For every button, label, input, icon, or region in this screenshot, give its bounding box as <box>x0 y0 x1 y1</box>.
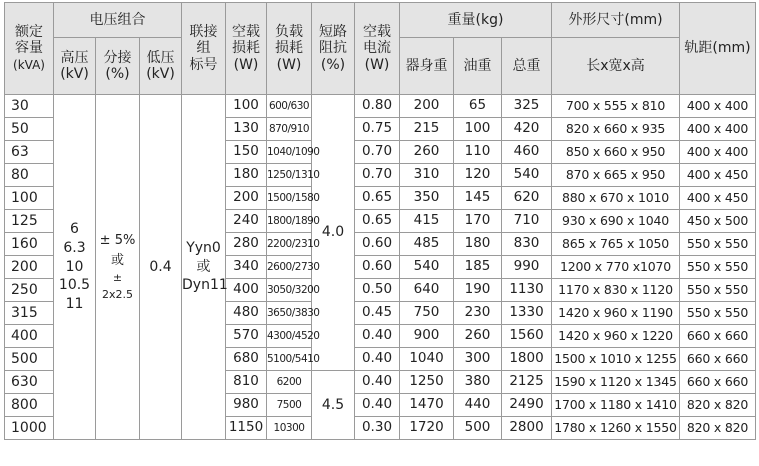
capacity-cell: 160 <box>5 233 54 256</box>
total-weight-cell: 2800 <box>502 417 552 440</box>
total-weight-cell: 460 <box>502 141 552 164</box>
oil-weight-cell: 145 <box>454 187 502 210</box>
load-loss-cell: 2200/2310 <box>267 233 312 256</box>
body-weight-cell: 350 <box>400 187 454 210</box>
total-weight-cell: 540 <box>502 164 552 187</box>
header-rated-capacity: 额定 容量 (kVA) <box>5 3 54 95</box>
body-weight-cell: 1040 <box>400 348 454 371</box>
dimensions-cell: 820 x 660 x 935 <box>552 118 680 141</box>
dimensions-cell: 1590 x 1120 x 1345 <box>552 371 680 394</box>
no-load-current-cell: 0.50 <box>355 279 400 302</box>
capacity-cell: 63 <box>5 141 54 164</box>
header-impedance: 短路 阻抗 (%) <box>312 3 355 95</box>
body-weight-cell: 900 <box>400 325 454 348</box>
no-load-current-cell: 0.70 <box>355 164 400 187</box>
no-load-loss-cell: 480 <box>226 302 267 325</box>
body-weight-cell: 640 <box>400 279 454 302</box>
load-loss-cell: 600/630 <box>267 95 312 118</box>
gauge-cell: 820 x 820 <box>680 417 756 440</box>
no-load-loss-cell: 150 <box>226 141 267 164</box>
header-gauge: 轨距(mm) <box>680 3 756 95</box>
no-load-loss-cell: 240 <box>226 210 267 233</box>
dimensions-cell: 850 x 660 x 950 <box>552 141 680 164</box>
no-load-loss-cell: 810 <box>226 371 267 394</box>
dimensions-cell: 1780 x 1260 x 1550 <box>552 417 680 440</box>
load-loss-cell: 1500/1580 <box>267 187 312 210</box>
dimensions-cell: 1170 x 830 x 1120 <box>552 279 680 302</box>
tap-cell: ± 5% 或 ± 2x2.5 <box>96 95 140 440</box>
no-load-current-cell: 0.30 <box>355 417 400 440</box>
gauge-cell: 400 x 400 <box>680 141 756 164</box>
gauge-cell: 400 x 450 <box>680 164 756 187</box>
no-load-current-cell: 0.70 <box>355 141 400 164</box>
header-lv: 低压 (kV) <box>140 38 182 95</box>
total-weight-cell: 710 <box>502 210 552 233</box>
oil-weight-cell: 380 <box>454 371 502 394</box>
gauge-cell: 820 x 820 <box>680 394 756 417</box>
load-loss-cell: 4300/4520 <box>267 325 312 348</box>
total-weight-cell: 1130 <box>502 279 552 302</box>
total-weight-cell: 620 <box>502 187 552 210</box>
gauge-cell: 660 x 660 <box>680 348 756 371</box>
table-body <box>5 95 756 440</box>
no-load-loss-cell: 180 <box>226 164 267 187</box>
oil-weight-cell: 500 <box>454 417 502 440</box>
oil-weight-cell: 440 <box>454 394 502 417</box>
no-load-loss-cell: 340 <box>226 256 267 279</box>
body-weight-cell: 310 <box>400 164 454 187</box>
body-weight-cell: 540 <box>400 256 454 279</box>
header-tap: 分接 (%) <box>96 38 140 95</box>
oil-weight-cell: 185 <box>454 256 502 279</box>
dimensions-cell: 880 x 670 x 1010 <box>552 187 680 210</box>
no-load-current-cell: 0.60 <box>355 256 400 279</box>
gauge-cell: 550 x 550 <box>680 279 756 302</box>
total-weight-cell: 420 <box>502 118 552 141</box>
capacity-cell: 500 <box>5 348 54 371</box>
no-load-loss-cell: 100 <box>226 95 267 118</box>
table-row <box>5 95 756 118</box>
header-load-loss: 负载 损耗 (W) <box>267 3 312 95</box>
impedance-cell: 4.5 <box>312 371 355 440</box>
load-loss-cell: 870/910 <box>267 118 312 141</box>
gauge-cell: 550 x 550 <box>680 302 756 325</box>
load-loss-cell: 10300 <box>267 417 312 440</box>
oil-weight-cell: 190 <box>454 279 502 302</box>
no-load-loss-cell: 280 <box>226 233 267 256</box>
body-weight-cell: 1250 <box>400 371 454 394</box>
total-weight-cell: 2490 <box>502 394 552 417</box>
no-load-current-cell: 0.45 <box>355 302 400 325</box>
oil-weight-cell: 65 <box>454 95 502 118</box>
capacity-cell: 250 <box>5 279 54 302</box>
header-no-load-loss: 空载 损耗 (W) <box>226 3 267 95</box>
header-voltage-group: 电压组合 <box>54 3 182 38</box>
gauge-cell: 660 x 660 <box>680 325 756 348</box>
no-load-current-cell: 0.40 <box>355 394 400 417</box>
dimensions-cell: 1420 x 960 x 1190 <box>552 302 680 325</box>
body-weight-cell: 1720 <box>400 417 454 440</box>
dimensions-cell: 1500 x 1010 x 1255 <box>552 348 680 371</box>
gauge-cell: 550 x 550 <box>680 233 756 256</box>
gauge-cell: 400 x 400 <box>680 118 756 141</box>
total-weight-cell: 990 <box>502 256 552 279</box>
dimensions-cell: 1420 x 960 x 1220 <box>552 325 680 348</box>
header-dimensions-sub: 长x宽x高 <box>552 38 680 95</box>
no-load-loss-cell: 570 <box>226 325 267 348</box>
header-no-load-current: 空载 电流 (W) <box>355 3 400 95</box>
header-body-weight: 器身重 <box>400 38 454 95</box>
capacity-cell: 50 <box>5 118 54 141</box>
no-load-loss-cell: 400 <box>226 279 267 302</box>
dimensions-cell: 870 x 665 x 950 <box>552 164 680 187</box>
body-weight-cell: 1470 <box>400 394 454 417</box>
gauge-cell: 400 x 400 <box>680 95 756 118</box>
oil-weight-cell: 170 <box>454 210 502 233</box>
gauge-cell: 400 x 450 <box>680 187 756 210</box>
no-load-loss-cell: 680 <box>226 348 267 371</box>
body-weight-cell: 260 <box>400 141 454 164</box>
oil-weight-cell: 120 <box>454 164 502 187</box>
no-load-current-cell: 0.75 <box>355 118 400 141</box>
transformer-spec-table <box>4 2 756 440</box>
load-loss-cell: 5100/5410 <box>267 348 312 371</box>
no-load-current-cell: 0.80 <box>355 95 400 118</box>
load-loss-cell: 3650/3830 <box>267 302 312 325</box>
total-weight-cell: 2125 <box>502 371 552 394</box>
capacity-cell: 630 <box>5 371 54 394</box>
no-load-current-cell: 0.40 <box>355 325 400 348</box>
body-weight-cell: 750 <box>400 302 454 325</box>
gauge-cell: 450 x 500 <box>680 210 756 233</box>
no-load-current-cell: 0.65 <box>355 187 400 210</box>
load-loss-cell: 3050/3200 <box>267 279 312 302</box>
oil-weight-cell: 230 <box>454 302 502 325</box>
oil-weight-cell: 300 <box>454 348 502 371</box>
total-weight-cell: 830 <box>502 233 552 256</box>
no-load-current-cell: 0.60 <box>355 233 400 256</box>
capacity-cell: 400 <box>5 325 54 348</box>
body-weight-cell: 485 <box>400 233 454 256</box>
capacity-cell: 1000 <box>5 417 54 440</box>
total-weight-cell: 1560 <box>502 325 552 348</box>
body-weight-cell: 215 <box>400 118 454 141</box>
no-load-current-cell: 0.40 <box>355 371 400 394</box>
total-weight-cell: 325 <box>502 95 552 118</box>
body-weight-cell: 415 <box>400 210 454 233</box>
dimensions-cell: 1700 x 1180 x 1410 <box>552 394 680 417</box>
capacity-cell: 315 <box>5 302 54 325</box>
header-total-weight: 总重 <box>502 38 552 95</box>
lv-cell: 0.4 <box>140 95 182 440</box>
gauge-cell: 660 x 660 <box>680 371 756 394</box>
load-loss-cell: 1250/1310 <box>267 164 312 187</box>
dimensions-cell: 930 x 690 x 1040 <box>552 210 680 233</box>
capacity-cell: 125 <box>5 210 54 233</box>
no-load-current-cell: 0.40 <box>355 348 400 371</box>
no-load-loss-cell: 1150 <box>226 417 267 440</box>
oil-weight-cell: 100 <box>454 118 502 141</box>
load-loss-cell: 1040/1090 <box>267 141 312 164</box>
hv-cell: 6 6.3 10 10.5 11 <box>54 95 96 440</box>
header-dimensions: 外形尺寸(mm) <box>552 3 680 38</box>
no-load-loss-cell: 130 <box>226 118 267 141</box>
body-weight-cell: 200 <box>400 95 454 118</box>
header-oil-weight: 油重 <box>454 38 502 95</box>
load-loss-cell: 6200 <box>267 371 312 394</box>
gauge-cell: 550 x 550 <box>680 256 756 279</box>
dimensions-cell: 1200 x 770 x1070 <box>552 256 680 279</box>
no-load-current-cell: 0.65 <box>355 210 400 233</box>
impedance-cell: 4.0 <box>312 95 355 371</box>
load-loss-cell: 7500 <box>267 394 312 417</box>
no-load-loss-cell: 200 <box>226 187 267 210</box>
capacity-cell: 100 <box>5 187 54 210</box>
capacity-cell: 30 <box>5 95 54 118</box>
header-weight: 重量(kg) <box>400 3 552 38</box>
load-loss-cell: 2600/2730 <box>267 256 312 279</box>
capacity-cell: 800 <box>5 394 54 417</box>
total-weight-cell: 1800 <box>502 348 552 371</box>
total-weight-cell: 1330 <box>502 302 552 325</box>
capacity-cell: 200 <box>5 256 54 279</box>
capacity-cell: 80 <box>5 164 54 187</box>
oil-weight-cell: 110 <box>454 141 502 164</box>
load-loss-cell: 1800/1890 <box>267 210 312 233</box>
dimensions-cell: 865 x 765 x 1050 <box>552 233 680 256</box>
oil-weight-cell: 180 <box>454 233 502 256</box>
dimensions-cell: 700 x 555 x 810 <box>552 95 680 118</box>
header-connection: 联接 组 标号 <box>182 3 226 95</box>
connection-cell: Yyn0 或 Dyn11 <box>182 95 226 440</box>
no-load-loss-cell: 980 <box>226 394 267 417</box>
oil-weight-cell: 260 <box>454 325 502 348</box>
header-hv: 高压 (kV) <box>54 38 96 95</box>
